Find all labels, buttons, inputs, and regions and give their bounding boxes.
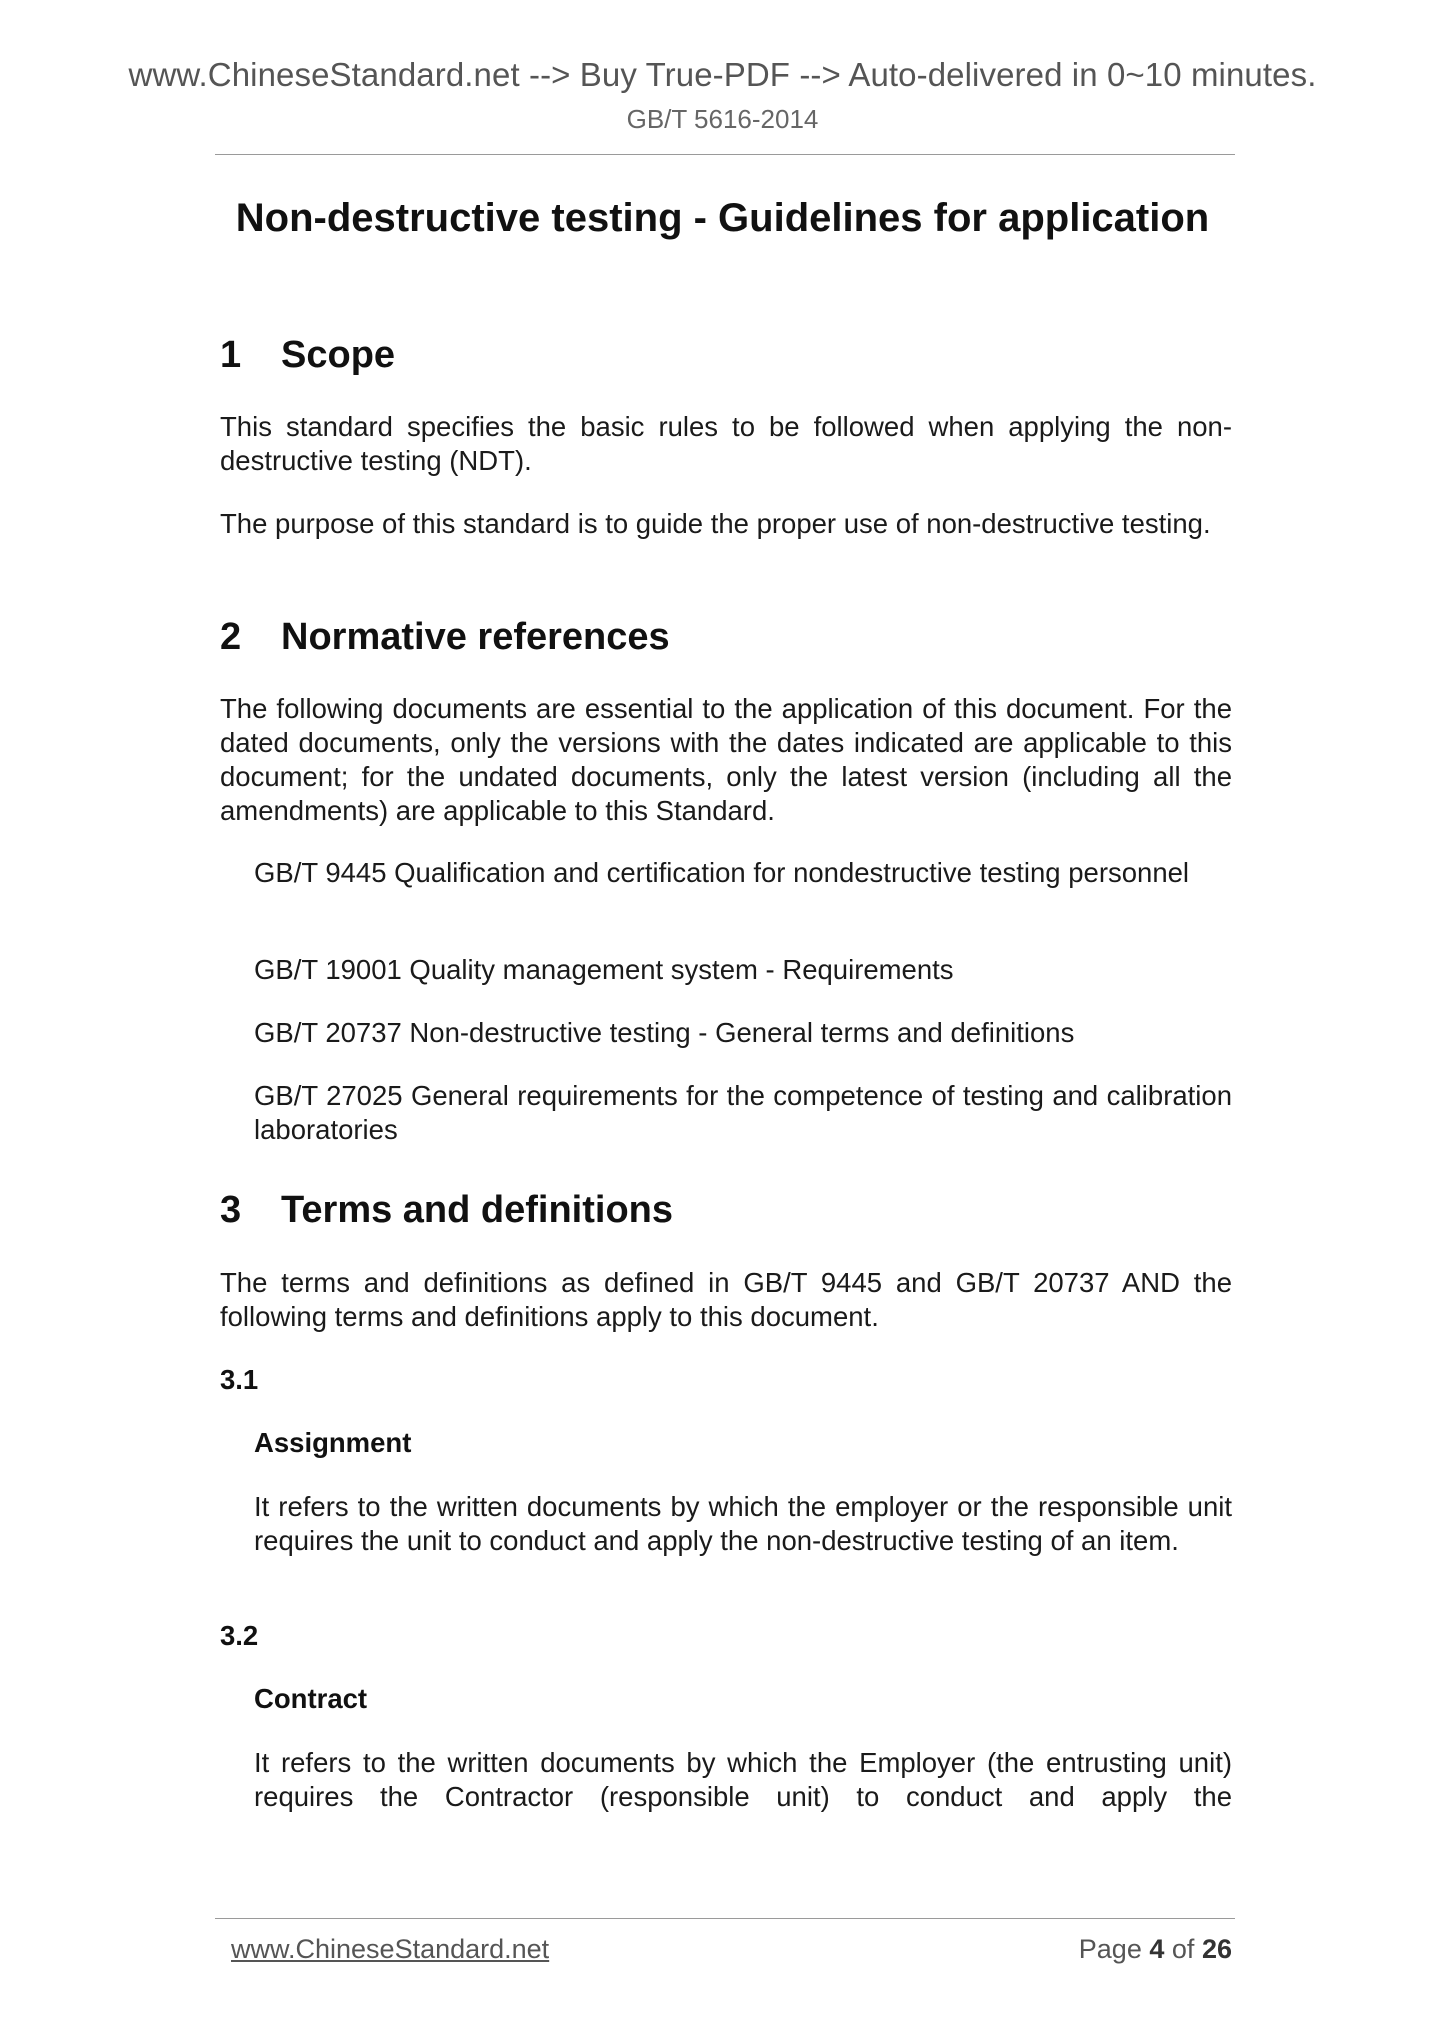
section-title: Normative references bbox=[281, 616, 670, 658]
section-heading-normative bbox=[220, 616, 670, 659]
page-of-label: of bbox=[1171, 1934, 1195, 1964]
normative-intro: The following documents are essential to the application of this document. For the dated documents, only the versions with the dates indicated are applicable to this document; for the undated documents, only the latest version (including all the amendments) are applicable to this Standard. bbox=[220, 693, 1232, 826]
page-current: 4 bbox=[1149, 1934, 1165, 1964]
section-title: Terms and definitions bbox=[281, 1189, 674, 1231]
term-definition: It refers to the written documents by which the Employer (the entrusting unit) requires the Contractor (responsible unit) to conduct and apply the bbox=[254, 1747, 1232, 1812]
term-title: Contract bbox=[254, 1683, 368, 1714]
term-number: 3.2 bbox=[220, 1620, 259, 1651]
document-id: GB/T 5616-2014 bbox=[626, 104, 819, 134]
page-title: Non-destructive testing - Guidelines for application bbox=[235, 196, 1210, 240]
scope-paragraph-2: The purpose of this standard is to guide the proper use of non-destructive testing. bbox=[220, 508, 1211, 539]
section-title: Scope bbox=[281, 334, 396, 376]
page-total: 26 bbox=[1201, 1934, 1232, 1964]
section-number: 1 bbox=[220, 334, 242, 376]
page-label: Page bbox=[1078, 1934, 1142, 1964]
term-definition: It refers to the written documents by which the employer or the responsible unit requires the unit to conduct and apply the non-destructive testing of an item. bbox=[254, 1491, 1232, 1556]
reference-item: GB/T 9445 Qualification and certification for nondestructive testing personnel bbox=[254, 857, 1190, 888]
page-indicator bbox=[1079, 1934, 1232, 1965]
footer-divider bbox=[215, 1918, 1235, 1919]
reference-item: GB/T 20737 Non-destructive testing - General terms and definitions bbox=[254, 1017, 1075, 1048]
footer-site-link[interactable]: www.ChineseStandard.net bbox=[231, 1934, 550, 1964]
header-banner: www.ChineseStandard.net --> Buy True-PDF --> Auto-delivered in 0~10 minutes. bbox=[128, 56, 1317, 93]
section-heading-scope bbox=[220, 334, 395, 377]
section-number: 2 bbox=[220, 616, 242, 658]
term-number: 3.1 bbox=[220, 1364, 259, 1395]
section-heading-terms bbox=[220, 1189, 673, 1232]
term-title: Assignment bbox=[254, 1427, 412, 1458]
header-divider bbox=[215, 154, 1235, 155]
scope-paragraph-1: This standard specifies the basic rules to be followed when applying the non-destructive testing (NDT). bbox=[220, 411, 1232, 476]
reference-item: GB/T 19001 Quality management system - Requirements bbox=[254, 954, 954, 985]
reference-item: GB/T 27025 General requirements for the competence of testing and calibration laboratories bbox=[254, 1080, 1232, 1145]
terms-intro: The terms and definitions as defined in GB/T 9445 and GB/T 20737 AND the following terms and definitions apply to this document. bbox=[220, 1267, 1232, 1332]
section-number: 3 bbox=[220, 1189, 242, 1231]
